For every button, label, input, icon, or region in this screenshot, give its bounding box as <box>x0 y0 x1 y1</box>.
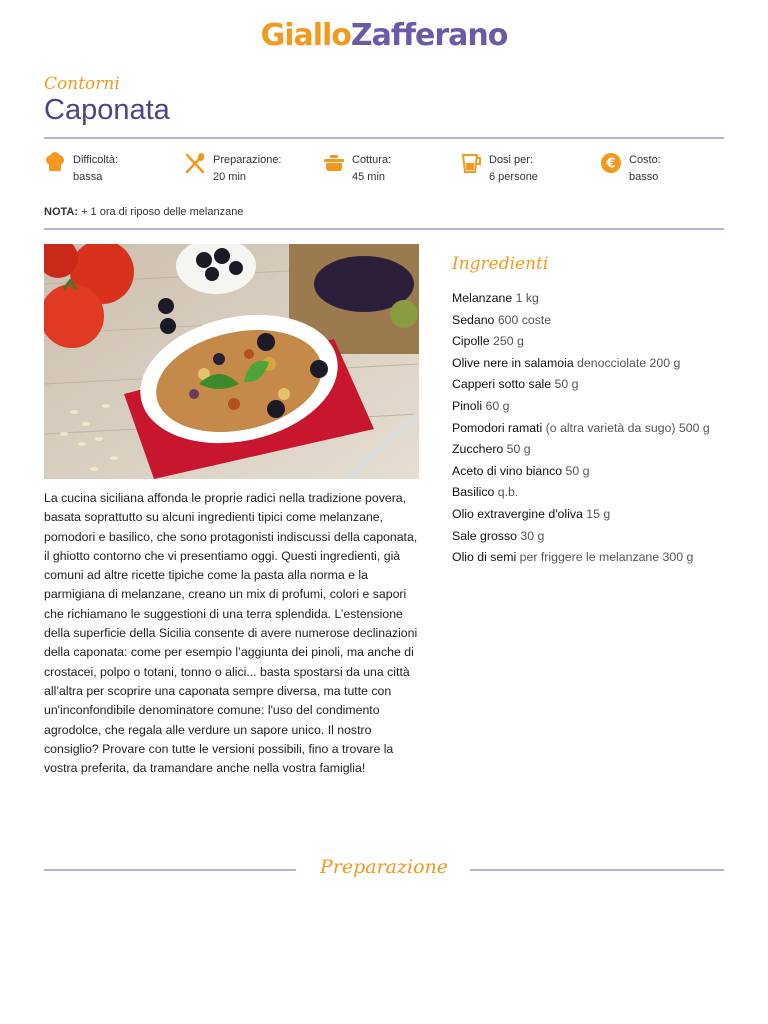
ingredient-qty: (o altra varietà da sugo) 500 g <box>542 420 710 435</box>
ingredient-name: Sedano <box>452 312 495 327</box>
info-servings-label: Dosi per: <box>489 154 534 166</box>
ingredient-qty: 50 g <box>551 377 579 392</box>
ingredient-name: Aceto di vino bianco <box>452 463 563 478</box>
recipe-info-bar <box>44 152 724 192</box>
ingredient-item <box>452 374 714 396</box>
ingredient-qty: 50 g <box>503 442 531 457</box>
ingredient-item <box>452 504 714 526</box>
site-logo[interactable] <box>0 8 768 58</box>
euro-coin-icon <box>600 152 622 174</box>
ingredient-name: Pinoli <box>452 398 483 413</box>
preparation-title: Preparazione <box>319 856 449 878</box>
ingredient-qty: 600 coste <box>494 312 552 327</box>
recipe-photo <box>44 244 419 479</box>
ingredient-name: Cipolle <box>452 334 490 349</box>
ingredient-name: Pomodori ramati <box>452 420 543 435</box>
ingredient-name: Basilico <box>452 485 495 500</box>
ingredient-qty: 60 g <box>482 398 510 413</box>
chef-hat-icon <box>44 152 66 174</box>
recipe-title: Caponata <box>44 94 170 126</box>
info-preparation-value: 20 min <box>213 171 247 183</box>
recipe-intro: La cucina siciliana affonda le proprie radici nella tradizione povera, basata soprattutto su alcuni ingredienti tipici come melanzane, pomodori e basilico, che sono protagonisti indiscussi della caponata, il ghiotto contorno che vi presentiamo oggi. Questi ingredienti, già comuni ad altre ricette tipiche come la pasta alla norma e la parmigiana di melanzane, creano un mix di profumi, colori e sapori che richiamano le suggestioni di una terra splendida. L’estensione della superficie della Sicilia consente di avere numerose declinazioni della caponata: come per esempio l’aggiunta dei pinoli, ma anche di crostacei, polpo o totani, tonno o alici... basta spostarsi da una città all’altra per scoprire una caponata sempre diversa, ma tutte con un'inconfondibile denominatore comune: l'uso del condimento agrodolce, che regala alle verdure un sapore unico. Il nostro consiglio? Provare con tutte le versioni possibili, fino a trovare la vostra preferita, da tramandare anche nella vostra famiglia! <box>44 491 418 776</box>
ingredient-name: Capperi sotto sale <box>452 377 552 392</box>
utensils-icon <box>184 152 206 174</box>
info-preparation-label: Preparazione: <box>213 154 282 166</box>
ingredient-qty: 15 g <box>582 506 611 521</box>
ingredient-name: Olio di semi <box>452 550 517 565</box>
ingredients-title: Ingredienti <box>452 254 549 274</box>
ingredient-item <box>452 310 714 332</box>
ingredient-qty: 1 kg <box>512 291 539 305</box>
ingredient-qty: q.b. <box>494 485 519 500</box>
note-text: + 1 ora di riposo delle melanzane <box>78 206 244 218</box>
pot-icon <box>323 152 345 174</box>
ingredient-item <box>452 439 714 461</box>
svg-text:€: € <box>606 156 616 172</box>
ingredient-qty: denocciolate 200 g <box>573 355 681 370</box>
ingredient-qty: per friggere le melanzane 300 g <box>516 550 694 565</box>
ingredient-qty: 250 g <box>489 334 524 349</box>
recipe-note <box>44 206 243 218</box>
ingredient-item <box>452 353 714 375</box>
ingredient-name: Melanzane <box>452 291 513 305</box>
logo-text-giallo: Giallo <box>260 18 351 53</box>
ingredient-item <box>452 418 714 440</box>
ingredient-name: Olio extravergine d'oliva <box>452 506 583 521</box>
ingredient-item <box>452 547 714 569</box>
ingredient-item <box>452 288 714 310</box>
info-cost-value: basso <box>629 171 659 183</box>
note-label: NOTA: <box>44 206 79 218</box>
ingredient-item <box>452 526 714 548</box>
ingredient-name: Sale grosso <box>452 528 517 543</box>
ingredient-item <box>452 461 714 483</box>
info-cooking-label: Cottura: <box>352 154 392 166</box>
ingredient-item <box>452 482 714 504</box>
info-cooking-value: 45 min <box>352 171 386 183</box>
ingredients-list <box>452 288 714 569</box>
info-difficulty-value: bassa <box>73 171 103 183</box>
preparation-header <box>44 856 724 884</box>
ingredient-qty: 30 g <box>516 528 545 543</box>
ingredient-name: Zucchero <box>452 442 504 457</box>
logo-text-zafferano: Zafferano <box>350 18 508 53</box>
info-cost-label: Costo: <box>629 154 661 166</box>
info-divider <box>44 228 724 230</box>
ingredient-name: Olive nere in salamoia <box>452 355 574 370</box>
title-divider <box>44 137 724 139</box>
ingredient-qty: 50 g <box>562 463 590 478</box>
recipe-category: Contorni <box>44 74 120 94</box>
ingredient-item <box>452 396 714 418</box>
ingredient-item <box>452 331 714 353</box>
measuring-cup-icon <box>460 152 482 174</box>
info-servings-value: 6 persone <box>489 171 538 183</box>
info-difficulty-label: Difficoltà: <box>73 154 119 166</box>
